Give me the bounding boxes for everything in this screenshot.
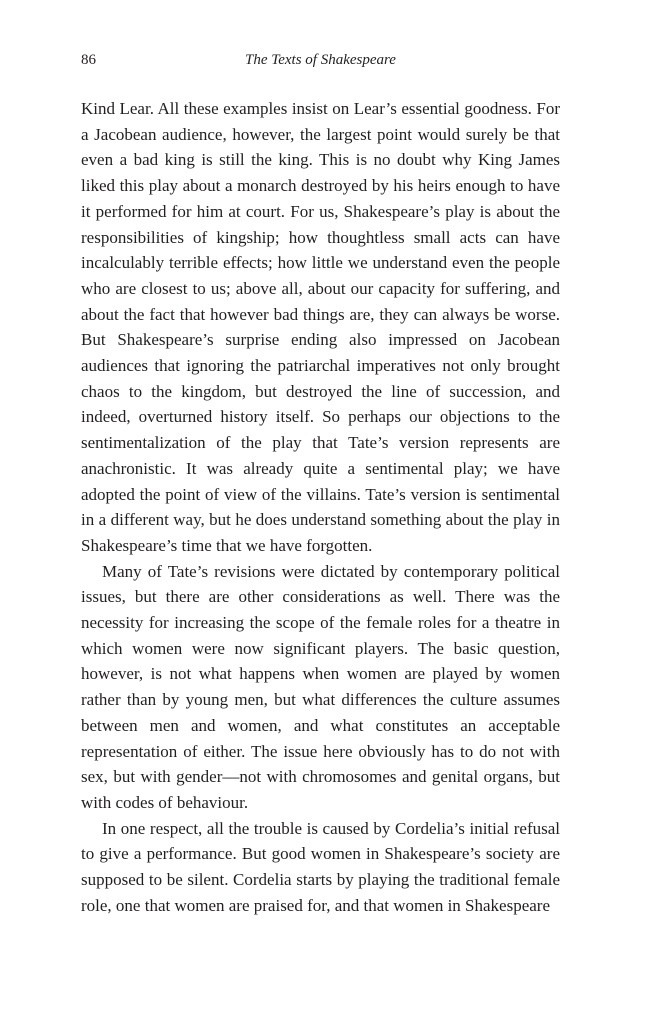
body-text [81, 96, 560, 919]
paragraph: Many of Tate’s revisions were dictated by contemporary political issues, but there are other considerations as well. There was the necessity for increasing the scope of the female roles for a theatre in which women were now significant players. The basic question, however, is not what happens when women are played by women rather than by young men, but what differences the culture assumes between men and women, and what constitutes an acceptable representation of either. The issue here obviously has to do not with sex, but with gender—not with chromosomes and genital organs, but with codes of behaviour. [81, 561, 560, 812]
page-number: 86 [81, 52, 96, 68]
paragraph-continued: Kind Lear. All these examples insist on Lear’s essential goodness. For a Jacobean audience, however, the largest point would surely be that even a bad king is still the king. This is no doubt why King James liked this play about a monarch destroyed by his heirs enough to have it performed for him at court. For us, Shakespeare’s play is about the responsibilities of kingship; how thoughtless small acts can have incalculably terrible effects; how little we understand even the people who are closest to us; above all, about our capacity for suffering, and about the fact that however bad things are, they can always be worse. But Shakespeare’s surprise ending also impressed on Jacobean audiences that ignoring the patriarchal imperatives not only brought chaos to the kingdom, but destroyed the line of succession, and indeed, overturned history itself. So perhaps our objections to the sentimentalization of the play that Tate’s version represents are anachronistic. It was already quite a sentimental play; we have adopted the point of view of the villains. Tate’s version is sentimental in a different way, but he does understand something about the play in Shakespeare’s time that we have forgotten. [81, 99, 560, 555]
paragraph: In one respect, all the trouble is caused by Cordelia’s initial refusal to give a performance. But good women in Shakespeare’s society are supposed to be silent. Cordelia starts by playing the traditional female role, one that women are praised for, and that women in Shakespeare [81, 818, 560, 915]
running-title: The Texts of Shakespeare [245, 52, 396, 68]
running-head [81, 52, 560, 72]
